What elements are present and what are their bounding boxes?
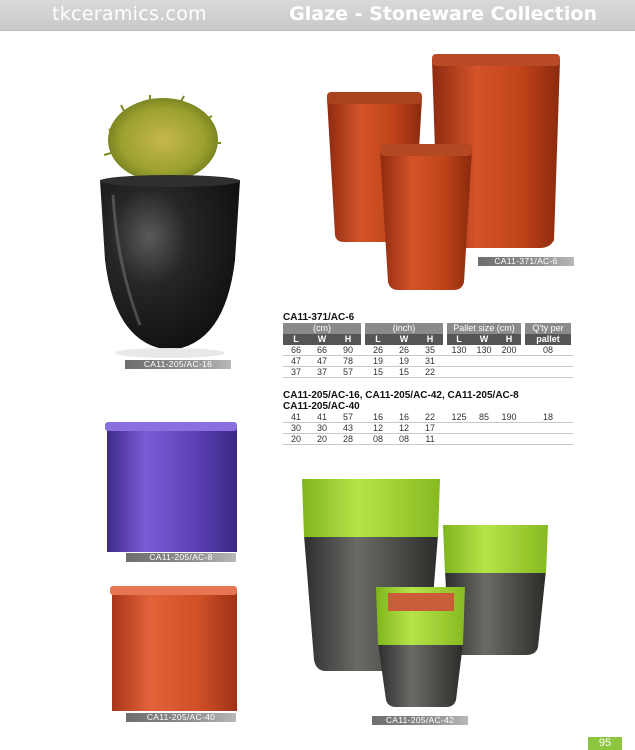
table-cell: 66: [290, 345, 301, 355]
sub-header: W: [471, 334, 497, 345]
table-cell: 85: [478, 412, 489, 422]
table-cell: 16: [372, 412, 383, 422]
table-cell: 08: [542, 345, 553, 355]
table-cell: 90: [342, 345, 353, 355]
caption-red-set: CA11-371/AC-6: [478, 257, 574, 266]
table-row: [283, 412, 573, 423]
spec-table-2: [283, 390, 573, 445]
table-cell: 30: [290, 423, 301, 433]
table-cell: 12: [398, 423, 409, 433]
table-cell: 15: [398, 367, 409, 377]
table-cell: 78: [342, 356, 353, 366]
table-cell: 43: [342, 423, 353, 433]
table-cell: 190: [501, 412, 517, 422]
table-cell: 26: [372, 345, 383, 355]
table-row: [283, 434, 573, 445]
table-cell: 28: [342, 434, 353, 444]
item-codes-line-2: CA11-205/AC-40: [283, 401, 360, 412]
table-cell: 37: [316, 367, 327, 377]
sub-header: L: [447, 334, 471, 345]
sub-header: H: [417, 334, 443, 345]
table-cell: 66: [316, 345, 327, 355]
table-cell: 37: [290, 367, 301, 377]
table-cell: 16: [398, 412, 409, 422]
sub-header: W: [391, 334, 417, 345]
group-header-pallet-size: Pallet size (cm): [447, 323, 521, 334]
table-sub-header: [283, 334, 573, 345]
table-cell: 11: [425, 434, 435, 444]
table-row: [283, 345, 573, 356]
table-group-header: [283, 323, 573, 334]
page-number: 95: [588, 737, 622, 750]
black-pot-image: [95, 95, 245, 360]
page-header: [0, 0, 635, 31]
table-cell: 22: [424, 367, 435, 377]
table-cell: 20: [316, 434, 327, 444]
purple-pot-image: [105, 422, 237, 552]
table-cell: 19: [372, 356, 383, 366]
table-cell: 47: [290, 356, 301, 366]
sub-header: L: [365, 334, 391, 345]
table-row: [283, 423, 573, 434]
sub-header: H: [335, 334, 361, 345]
sub-header: H: [497, 334, 521, 345]
table-cell: 130: [451, 345, 467, 355]
group-header-inch: (inch): [365, 323, 443, 334]
sub-header: pallet: [525, 334, 571, 345]
table-cell: 130: [476, 345, 492, 355]
table-cell: 57: [342, 412, 353, 422]
sub-header: L: [283, 334, 309, 345]
caption-red-pot: CA11-205/AC-40: [126, 713, 236, 722]
table-cell: 18: [542, 412, 553, 422]
sub-header: W: [309, 334, 335, 345]
table-cell: 41: [290, 412, 301, 422]
table-cell: 47: [316, 356, 327, 366]
spec-table-1: [283, 312, 573, 378]
table-cell: 41: [316, 412, 327, 422]
table-cell: 20: [290, 434, 301, 444]
collection-title: Glaze - Stoneware Collection: [289, 3, 597, 25]
table-cell: 26: [398, 345, 409, 355]
item-codes-line-1: CA11-205/AC-16, CA11-205/AC-42, CA11-205/AC-8: [283, 390, 519, 401]
table-cell: 15: [372, 367, 383, 377]
table-row: [283, 356, 573, 367]
green-pot-set-image: [298, 475, 553, 715]
site-name: tkceramics.com: [52, 3, 207, 25]
table-cell: 22: [424, 412, 435, 422]
table-cell: 08: [372, 434, 383, 444]
item-code: CA11-371/AC-6: [283, 312, 355, 323]
table-cell: 30: [316, 423, 327, 433]
group-header-qty: Q'ty per: [525, 323, 571, 334]
red-pot-image: [110, 586, 237, 711]
table-cell: 19: [398, 356, 409, 366]
table-cell: 12: [372, 423, 383, 433]
caption-green-set: CA11-205/AC-42: [372, 716, 468, 725]
table-cell: 31: [424, 356, 435, 366]
caption-black-pot: CA11-205/AC-16: [125, 360, 231, 369]
caption-purple-pot: CA11-205/AC-8: [126, 553, 236, 562]
group-header-cm: (cm): [283, 323, 361, 334]
table-row: [283, 367, 573, 378]
table-cell: 35: [424, 345, 435, 355]
table-cell: 08: [398, 434, 409, 444]
table-cell: 17: [424, 423, 435, 433]
table-cell: 125: [451, 412, 467, 422]
table-cell: 57: [342, 367, 353, 377]
table-cell: 200: [501, 345, 517, 355]
